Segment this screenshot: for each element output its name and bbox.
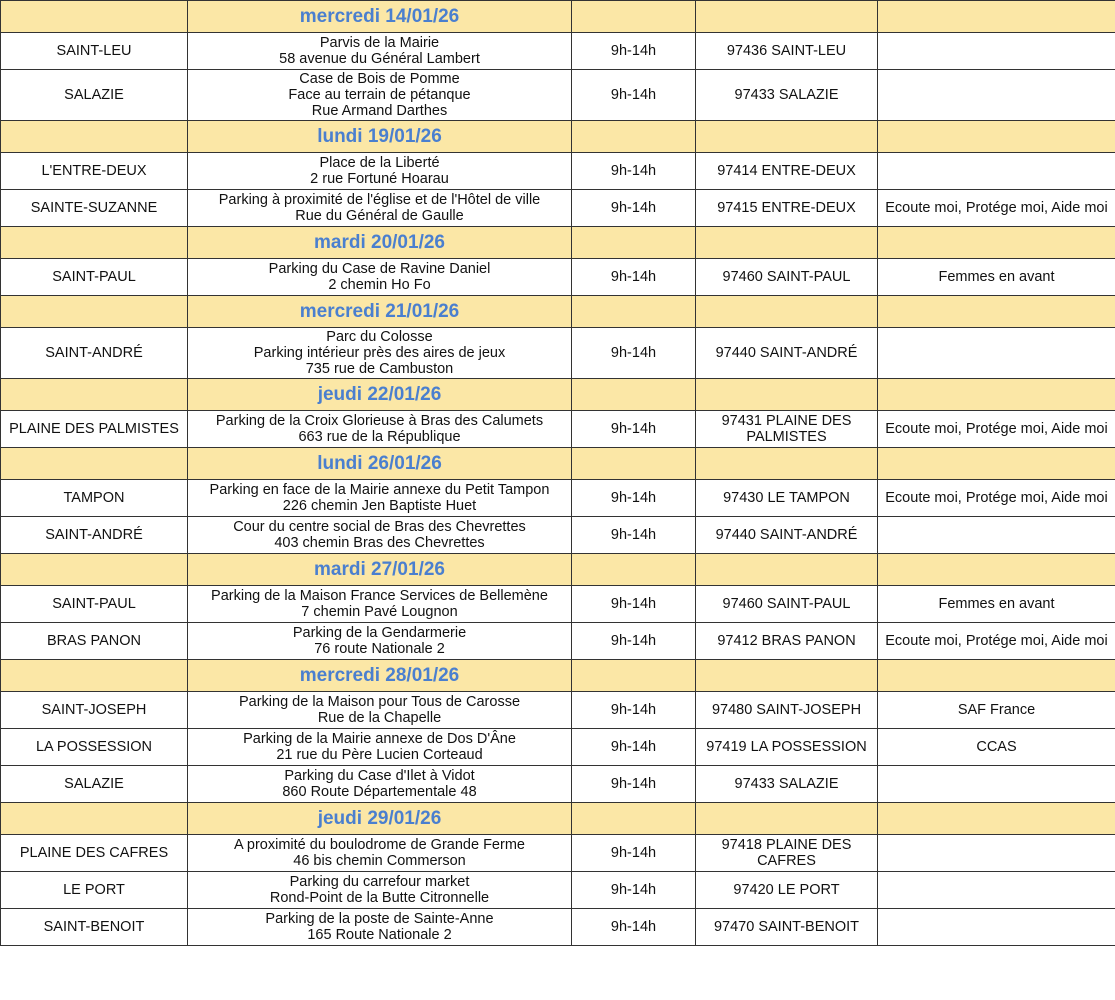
partner-cell bbox=[878, 766, 1115, 803]
date-header-label: lundi 19/01/26 bbox=[188, 121, 572, 153]
date-header-empty-cell bbox=[1, 121, 188, 153]
location-line: 58 avenue du Général Lambert bbox=[279, 51, 480, 67]
date-header-empty-cell bbox=[696, 227, 878, 259]
date-header-empty-cell bbox=[572, 448, 696, 480]
commune-cell: SAINT-BENOIT bbox=[1, 909, 188, 946]
partner-cell: Ecoute moi, Protége moi, Aide moi bbox=[878, 623, 1115, 660]
date-header-empty-cell bbox=[878, 554, 1115, 586]
postcode-city-cell: 97412 BRAS PANON bbox=[696, 623, 878, 660]
hours-cell: 9h-14h bbox=[572, 692, 696, 729]
hours-cell: 9h-14h bbox=[572, 153, 696, 190]
table-row bbox=[1, 835, 1115, 872]
date-header-empty-cell bbox=[696, 379, 878, 411]
commune-cell: PLAINE DES PALMISTES bbox=[1, 411, 188, 448]
commune-cell: TAMPON bbox=[1, 480, 188, 517]
table-row bbox=[1, 153, 1115, 190]
table-row bbox=[1, 729, 1115, 766]
location-line: 2 rue Fortuné Hoarau bbox=[310, 171, 449, 187]
hours-cell: 9h-14h bbox=[572, 766, 696, 803]
date-header-empty-cell bbox=[696, 1, 878, 33]
date-header-empty-cell bbox=[696, 803, 878, 835]
location-line: 735 rue de Cambuston bbox=[305, 361, 454, 377]
commune-cell: L'ENTRE-DEUX bbox=[1, 153, 188, 190]
hours-cell: 9h-14h bbox=[572, 70, 696, 121]
table-row bbox=[1, 33, 1115, 70]
date-header-empty-cell bbox=[572, 554, 696, 586]
date-header-empty-cell bbox=[1, 448, 188, 480]
date-header-label: mercredi 28/01/26 bbox=[188, 660, 572, 692]
location-line: 226 chemin Jen Baptiste Huet bbox=[282, 498, 477, 514]
date-header-row bbox=[1, 803, 1115, 835]
location-line: Parking en face de la Mairie annexe du Petit Tampon bbox=[209, 482, 550, 498]
postcode-city-cell: 97419 LA POSSESSION bbox=[696, 729, 878, 766]
table-row bbox=[1, 411, 1115, 448]
partner-cell: SAF France bbox=[878, 692, 1115, 729]
location-line: Parvis de la Mairie bbox=[319, 35, 440, 51]
hours-cell: 9h-14h bbox=[572, 835, 696, 872]
date-header-empty-cell bbox=[878, 296, 1115, 328]
postcode-city-cell: 97440 SAINT-ANDRÉ bbox=[696, 328, 878, 379]
location-line: 403 chemin Bras des Chevrettes bbox=[274, 535, 485, 551]
hours-cell: 9h-14h bbox=[572, 259, 696, 296]
table-row bbox=[1, 70, 1115, 121]
table-row bbox=[1, 623, 1115, 660]
postcode-city-cell: 97460 SAINT-PAUL bbox=[696, 259, 878, 296]
location-line: 76 route Nationale 2 bbox=[314, 641, 445, 657]
hours-cell: 9h-14h bbox=[572, 411, 696, 448]
location-cell bbox=[188, 259, 572, 296]
date-header-row bbox=[1, 296, 1115, 328]
partner-cell: CCAS bbox=[878, 729, 1115, 766]
commune-cell: SAINT-ANDRÉ bbox=[1, 517, 188, 554]
location-line: A proximité du boulodrome de Grande Ferme bbox=[234, 837, 525, 853]
location-cell bbox=[188, 835, 572, 872]
date-header-row bbox=[1, 227, 1115, 259]
table-row bbox=[1, 190, 1115, 227]
table-row bbox=[1, 909, 1115, 946]
commune-cell: SAINT-JOSEPH bbox=[1, 692, 188, 729]
date-header-row bbox=[1, 121, 1115, 153]
hours-cell: 9h-14h bbox=[572, 517, 696, 554]
location-line: Parking à proximité de l'église et de l'Hôtel de ville bbox=[218, 192, 541, 208]
location-cell bbox=[188, 70, 572, 121]
postcode-city-cell: 97418 PLAINE DES CAFRES bbox=[696, 835, 878, 872]
date-header-label: mercredi 14/01/26 bbox=[188, 1, 572, 33]
date-header-empty-cell bbox=[696, 121, 878, 153]
location-line: 165 Route Nationale 2 bbox=[307, 927, 452, 943]
date-header-label: mercredi 21/01/26 bbox=[188, 296, 572, 328]
location-line: Parking du Case d'Ilet à Vidot bbox=[284, 768, 475, 784]
date-header-empty-cell bbox=[572, 660, 696, 692]
location-line: Parking de la Gendarmerie bbox=[292, 625, 467, 641]
date-header-empty-cell bbox=[572, 121, 696, 153]
table-row bbox=[1, 328, 1115, 379]
partner-cell bbox=[878, 33, 1115, 70]
location-line: Parking de la Maison pour Tous de Carosse bbox=[238, 694, 521, 710]
date-header-label: mardi 27/01/26 bbox=[188, 554, 572, 586]
date-header-empty-cell bbox=[878, 1, 1115, 33]
location-cell bbox=[188, 872, 572, 909]
table-row bbox=[1, 872, 1115, 909]
location-cell bbox=[188, 623, 572, 660]
partner-cell: Ecoute moi, Protége moi, Aide moi bbox=[878, 190, 1115, 227]
partner-cell bbox=[878, 835, 1115, 872]
location-cell bbox=[188, 692, 572, 729]
date-header-empty-cell bbox=[878, 448, 1115, 480]
location-line: 860 Route Départementale 48 bbox=[282, 784, 477, 800]
date-header-label: jeudi 29/01/26 bbox=[188, 803, 572, 835]
location-line: Parking intérieur près des aires de jeux bbox=[253, 345, 506, 361]
postcode-city-cell: 97433 SALAZIE bbox=[696, 70, 878, 121]
postcode-city-cell: 97440 SAINT-ANDRÉ bbox=[696, 517, 878, 554]
partner-cell: Femmes en avant bbox=[878, 586, 1115, 623]
date-header-row bbox=[1, 379, 1115, 411]
location-cell bbox=[188, 909, 572, 946]
date-header-empty-cell bbox=[1, 296, 188, 328]
location-line: Rue du Général de Gaulle bbox=[295, 208, 464, 224]
partner-cell: Ecoute moi, Protége moi, Aide moi bbox=[878, 411, 1115, 448]
table-row bbox=[1, 586, 1115, 623]
partner-cell bbox=[878, 153, 1115, 190]
commune-cell: SAINT-PAUL bbox=[1, 259, 188, 296]
location-cell bbox=[188, 480, 572, 517]
postcode-city-cell: 97470 SAINT-BENOIT bbox=[696, 909, 878, 946]
postcode-city-cell: 97430 LE TAMPON bbox=[696, 480, 878, 517]
date-header-row bbox=[1, 448, 1115, 480]
commune-cell: LE PORT bbox=[1, 872, 188, 909]
date-header-row bbox=[1, 1, 1115, 33]
commune-cell: LA POSSESSION bbox=[1, 729, 188, 766]
location-cell bbox=[188, 411, 572, 448]
location-cell bbox=[188, 586, 572, 623]
hours-cell: 9h-14h bbox=[572, 190, 696, 227]
table-row bbox=[1, 259, 1115, 296]
date-header-empty-cell bbox=[696, 554, 878, 586]
location-line: Rue de la Chapelle bbox=[317, 710, 442, 726]
location-line: Parking du Case de Ravine Daniel bbox=[268, 261, 491, 277]
date-header-empty-cell bbox=[1, 803, 188, 835]
location-cell bbox=[188, 328, 572, 379]
commune-cell: SALAZIE bbox=[1, 766, 188, 803]
partner-cell bbox=[878, 328, 1115, 379]
hours-cell: 9h-14h bbox=[572, 33, 696, 70]
location-line: Place de la Liberté bbox=[319, 155, 440, 171]
date-header-empty-cell bbox=[696, 448, 878, 480]
location-line: 663 rue de la République bbox=[298, 429, 461, 445]
date-header-label: lundi 26/01/26 bbox=[188, 448, 572, 480]
commune-cell: SAINTE-SUZANNE bbox=[1, 190, 188, 227]
table-row bbox=[1, 480, 1115, 517]
date-header-empty-cell bbox=[572, 1, 696, 33]
location-line: Parking du carrefour market bbox=[289, 874, 470, 890]
date-header-row bbox=[1, 554, 1115, 586]
hours-cell: 9h-14h bbox=[572, 729, 696, 766]
table-row bbox=[1, 692, 1115, 729]
postcode-city-cell: 97436 SAINT-LEU bbox=[696, 33, 878, 70]
date-header-empty-cell bbox=[878, 227, 1115, 259]
table-row bbox=[1, 517, 1115, 554]
location-line: 7 chemin Pavé Lougnon bbox=[301, 604, 458, 620]
hours-cell: 9h-14h bbox=[572, 586, 696, 623]
date-header-empty-cell bbox=[1, 660, 188, 692]
location-cell bbox=[188, 517, 572, 554]
partner-cell bbox=[878, 517, 1115, 554]
postcode-city-cell: 97480 SAINT-JOSEPH bbox=[696, 692, 878, 729]
location-line: Parking de la Croix Glorieuse à Bras des Calumets bbox=[215, 413, 544, 429]
location-cell bbox=[188, 729, 572, 766]
schedule-body bbox=[1, 1, 1115, 946]
date-header-empty-cell bbox=[572, 379, 696, 411]
postcode-city-cell: 97460 SAINT-PAUL bbox=[696, 586, 878, 623]
location-line: Face au terrain de pétanque bbox=[288, 87, 471, 103]
date-header-empty-cell bbox=[572, 803, 696, 835]
hours-cell: 9h-14h bbox=[572, 623, 696, 660]
table-row bbox=[1, 766, 1115, 803]
location-line: Parking de la Mairie annexe de Dos D'Âne bbox=[243, 731, 516, 747]
location-cell bbox=[188, 766, 572, 803]
location-line: Parking de la poste de Sainte-Anne bbox=[265, 911, 494, 927]
location-line: Parc du Colosse bbox=[326, 329, 433, 345]
commune-cell: PLAINE DES CAFRES bbox=[1, 835, 188, 872]
date-header-row bbox=[1, 660, 1115, 692]
location-line: Rue Armand Darthes bbox=[311, 103, 448, 119]
commune-cell: SALAZIE bbox=[1, 70, 188, 121]
location-line: 2 chemin Ho Fo bbox=[328, 277, 431, 293]
date-header-empty-cell bbox=[878, 121, 1115, 153]
commune-cell: SAINT-ANDRÉ bbox=[1, 328, 188, 379]
partner-cell bbox=[878, 909, 1115, 946]
date-header-empty-cell bbox=[572, 296, 696, 328]
partner-cell bbox=[878, 872, 1115, 909]
location-cell bbox=[188, 153, 572, 190]
hours-cell: 9h-14h bbox=[572, 480, 696, 517]
commune-cell: SAINT-PAUL bbox=[1, 586, 188, 623]
date-header-empty-cell bbox=[696, 660, 878, 692]
location-line: Parking de la Maison France Services de Bellemène bbox=[211, 588, 548, 604]
partner-cell bbox=[878, 70, 1115, 121]
postcode-city-cell: 97433 SALAZIE bbox=[696, 766, 878, 803]
location-line: 46 bis chemin Commerson bbox=[293, 853, 466, 869]
date-header-label: mardi 20/01/26 bbox=[188, 227, 572, 259]
location-line: Case de Bois de Pomme bbox=[299, 71, 460, 87]
partner-cell: Femmes en avant bbox=[878, 259, 1115, 296]
date-header-empty-cell bbox=[1, 227, 188, 259]
postcode-city-cell: 97415 ENTRE-DEUX bbox=[696, 190, 878, 227]
location-line: Cour du centre social de Bras des Chevrettes bbox=[233, 519, 526, 535]
date-header-empty-cell bbox=[878, 379, 1115, 411]
hours-cell: 9h-14h bbox=[572, 909, 696, 946]
date-header-empty-cell bbox=[1, 1, 188, 33]
location-line: 21 rue du Père Lucien Corteaud bbox=[276, 747, 483, 763]
commune-cell: SAINT-LEU bbox=[1, 33, 188, 70]
date-header-empty-cell bbox=[878, 660, 1115, 692]
date-header-empty-cell bbox=[1, 379, 188, 411]
postcode-city-cell: 97420 LE PORT bbox=[696, 872, 878, 909]
postcode-city-cell: 97431 PLAINE DES PALMISTES bbox=[696, 411, 878, 448]
hours-cell: 9h-14h bbox=[572, 328, 696, 379]
location-cell bbox=[188, 33, 572, 70]
postcode-city-cell: 97414 ENTRE-DEUX bbox=[696, 153, 878, 190]
date-header-label: jeudi 22/01/26 bbox=[188, 379, 572, 411]
partner-cell: Ecoute moi, Protége moi, Aide moi bbox=[878, 480, 1115, 517]
commune-cell: BRAS PANON bbox=[1, 623, 188, 660]
location-line: Rond-Point de la Butte Citronnelle bbox=[269, 890, 490, 906]
hours-cell: 9h-14h bbox=[572, 872, 696, 909]
date-header-empty-cell bbox=[1, 554, 188, 586]
date-header-empty-cell bbox=[572, 227, 696, 259]
location-cell bbox=[188, 190, 572, 227]
date-header-empty-cell bbox=[696, 296, 878, 328]
date-header-empty-cell bbox=[878, 803, 1115, 835]
